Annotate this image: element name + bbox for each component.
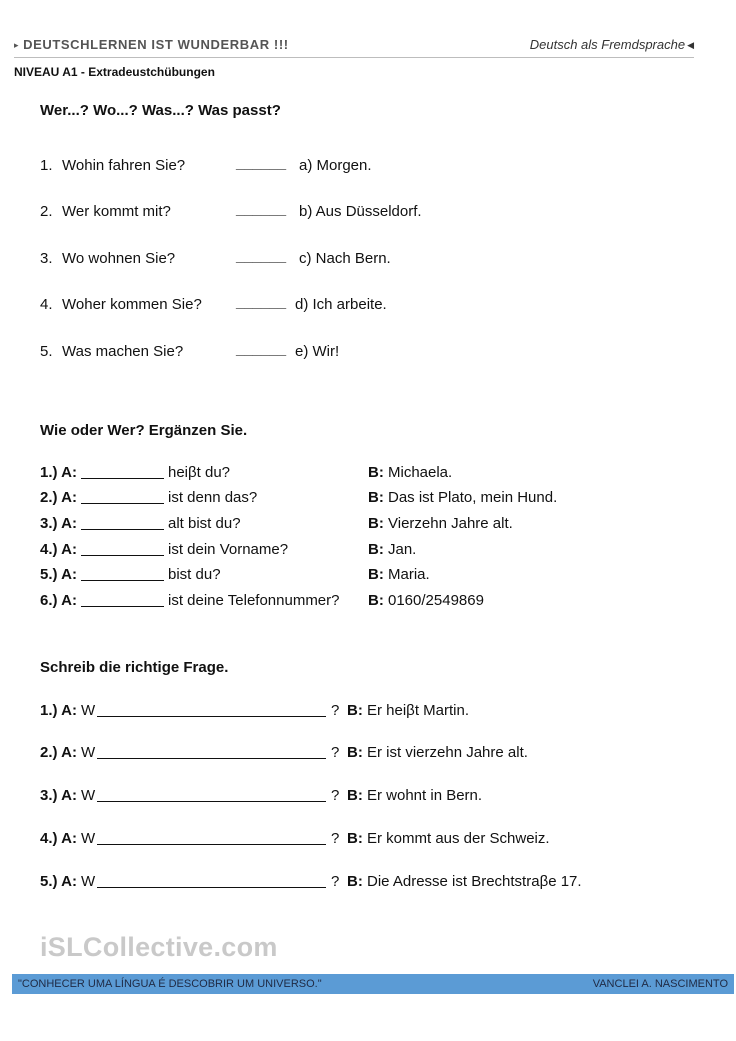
exercise2-row-num (40, 541, 77, 558)
a-label: A: (61, 541, 77, 558)
a-label: A: (61, 787, 77, 804)
header-right-title (530, 37, 694, 52)
exercise3-qmark: ? (331, 787, 340, 804)
exercise2-b-label: B: (368, 515, 384, 532)
exercise2-b-label: B: (368, 489, 384, 506)
exercise1-answer: b) Aus Düsseldorf. (299, 203, 422, 220)
exercise3-b-label: B: (347, 787, 363, 804)
exercise3-prefix: W (81, 702, 96, 719)
exercise2-b-label: B: (368, 566, 384, 583)
exercise2-row-num (40, 566, 77, 583)
exercise3-blank[interactable] (97, 703, 326, 717)
header-right-text: Deutsch als Fremdsprache (529, 37, 686, 52)
exercise3-qmark: ? (331, 830, 340, 847)
exercise1-question-text: Woher kommen Sie? (62, 296, 202, 313)
exercise3-prefix: W (81, 787, 96, 804)
header-left-text: DEUTSCHLERNEN IST WUNDERBAR !!! (23, 37, 289, 52)
row-num: 1.) (40, 702, 58, 719)
exercise2-question-rest: ist dein Vorname? (168, 541, 289, 558)
exercise3-answer: Er ist vierzehn Jahre alt. (367, 744, 528, 761)
row-num: 1.) (40, 464, 58, 481)
row-num: 5.) (40, 566, 58, 583)
exercise3-blank[interactable] (97, 788, 326, 802)
exercise2-blank[interactable] (81, 593, 164, 607)
exercise1-question-text: Was machen Sie? (62, 343, 184, 360)
triangle-left-icon: ◀ (687, 40, 694, 50)
footer-bar (12, 974, 734, 994)
exercise1-blank[interactable]: ______ (236, 341, 287, 358)
exercise2-row-num (40, 515, 77, 532)
exercise2-b-label: B: (368, 464, 384, 481)
exercise1-question-num: 4. (40, 296, 53, 313)
exercise1-question-num: 3. (40, 250, 53, 267)
a-label: A: (61, 744, 77, 761)
exercise1-answer: a) Morgen. (299, 157, 372, 174)
exercise3-qmark: ? (331, 744, 340, 761)
exercise2-question-rest: ist denn das? (168, 489, 258, 506)
header-left-title (14, 37, 289, 52)
exercise3-answer: Die Adresse ist Brechtstraβe 17. (367, 873, 582, 890)
exercise3-prefix: W (81, 873, 96, 890)
exercise1-blank[interactable]: ______ (236, 201, 287, 218)
exercise1-blank[interactable]: ______ (236, 294, 287, 311)
a-label: A: (61, 592, 77, 609)
exercise2-title: Wie oder Wer? Ergänzen Sie. (40, 422, 248, 439)
exercise2-row-num (40, 489, 77, 506)
exercise2-answer: Jan. (388, 541, 417, 558)
footer-quote: "CONHECER UMA LÍNGUA É DESCOBRIR UM UNIVERSO." (18, 978, 322, 990)
a-label: A: (61, 464, 77, 481)
exercise1-answer: c) Nach Bern. (299, 250, 391, 267)
a-label: A: (61, 873, 77, 890)
exercise2-blank[interactable] (81, 465, 164, 479)
exercise1-question-text: Wohin fahren Sie? (62, 157, 186, 174)
exercise1-question-text: Wo wohnen Sie? (62, 250, 176, 267)
triangle-right-icon: ▸ (14, 40, 20, 50)
exercise1-question-num: 2. (40, 203, 53, 220)
exercise3-answer: Er wohnt in Bern. (367, 787, 483, 804)
exercise3-prefix: W (81, 830, 96, 847)
exercise2-question-rest: bist du? (168, 566, 221, 583)
row-num: 5.) (40, 873, 58, 890)
a-label: A: (61, 702, 77, 719)
exercise3-b-label: B: (347, 873, 363, 890)
exercise1-answer: d) Ich arbeite. (295, 296, 387, 313)
exercise3-b-label: B: (347, 830, 363, 847)
exercise3-b-label: B: (347, 702, 363, 719)
exercise2-row-num (40, 592, 77, 609)
row-num: 6.) (40, 592, 58, 609)
exercise3-qmark: ? (331, 702, 340, 719)
exercise2-answer: Michaela. (388, 464, 453, 481)
row-num: 2.) (40, 744, 58, 761)
exercise3-title: Schreib die richtige Frage. (40, 659, 229, 676)
exercise1-question-text: Wer kommt mit? (62, 203, 171, 220)
exercise3-row-num (40, 744, 77, 761)
a-label: A: (61, 515, 77, 532)
exercise2-answer: Das ist Plato, mein Hund. (388, 489, 558, 506)
exercise1-answer: e) Wir! (295, 343, 340, 360)
exercise2-blank[interactable] (81, 542, 164, 556)
exercise2-question-rest: ist deine Telefonnummer? (168, 592, 340, 609)
exercise3-row-num (40, 787, 77, 804)
exercise2-answer: Maria. (388, 566, 430, 583)
row-num: 4.) (40, 541, 58, 558)
exercise3-blank[interactable] (97, 745, 326, 759)
a-label: A: (61, 830, 77, 847)
level-label: NIVEAU A1 - Extradeustchübungen (14, 65, 215, 79)
exercise2-answer: Vierzehn Jahre alt. (388, 515, 513, 532)
exercise2-answer: 0160/2549869 (388, 592, 484, 609)
footer-author: VANCLEI A. NASCIMENTO (592, 978, 728, 990)
exercise3-blank[interactable] (97, 831, 326, 845)
exercise3-row-num (40, 830, 77, 847)
header-divider (14, 57, 694, 58)
exercise2-b-label: B: (368, 541, 384, 558)
a-label: A: (61, 566, 77, 583)
exercise3-answer: Er kommt aus der Schweiz. (367, 830, 550, 847)
row-num: 4.) (40, 830, 58, 847)
exercise3-qmark: ? (331, 873, 340, 890)
exercise2-b-label: B: (368, 592, 384, 609)
exercise2-blank[interactable] (81, 567, 164, 581)
exercise3-blank[interactable] (97, 874, 326, 888)
exercise3-answer: Er heiβt Martin. (367, 702, 469, 719)
exercise2-row-num (40, 464, 77, 481)
islcollective-watermark: iSLCollective.com (40, 932, 278, 962)
row-num: 3.) (40, 787, 58, 804)
exercise3-row-num (40, 702, 77, 719)
a-label: A: (61, 489, 77, 506)
exercise2-blank[interactable] (81, 490, 164, 504)
exercise1-blank[interactable]: ______ (236, 155, 287, 172)
exercise3-prefix: W (81, 744, 96, 761)
exercise3-row-num (40, 873, 77, 890)
exercise1-question-num: 1. (40, 157, 53, 174)
exercise1-blank[interactable]: ______ (236, 248, 287, 265)
exercise1-title: Wer...? Wo...? Was...? Was passt? (40, 102, 281, 119)
exercise2-blank[interactable] (81, 516, 164, 530)
row-num: 3.) (40, 515, 58, 532)
exercise1-question-num: 5. (40, 343, 53, 360)
exercise3-b-label: B: (347, 744, 363, 761)
exercise2-question-rest: heiβt du? (168, 464, 231, 481)
exercise2-question-rest: alt bist du? (168, 515, 241, 532)
row-num: 2.) (40, 489, 58, 506)
